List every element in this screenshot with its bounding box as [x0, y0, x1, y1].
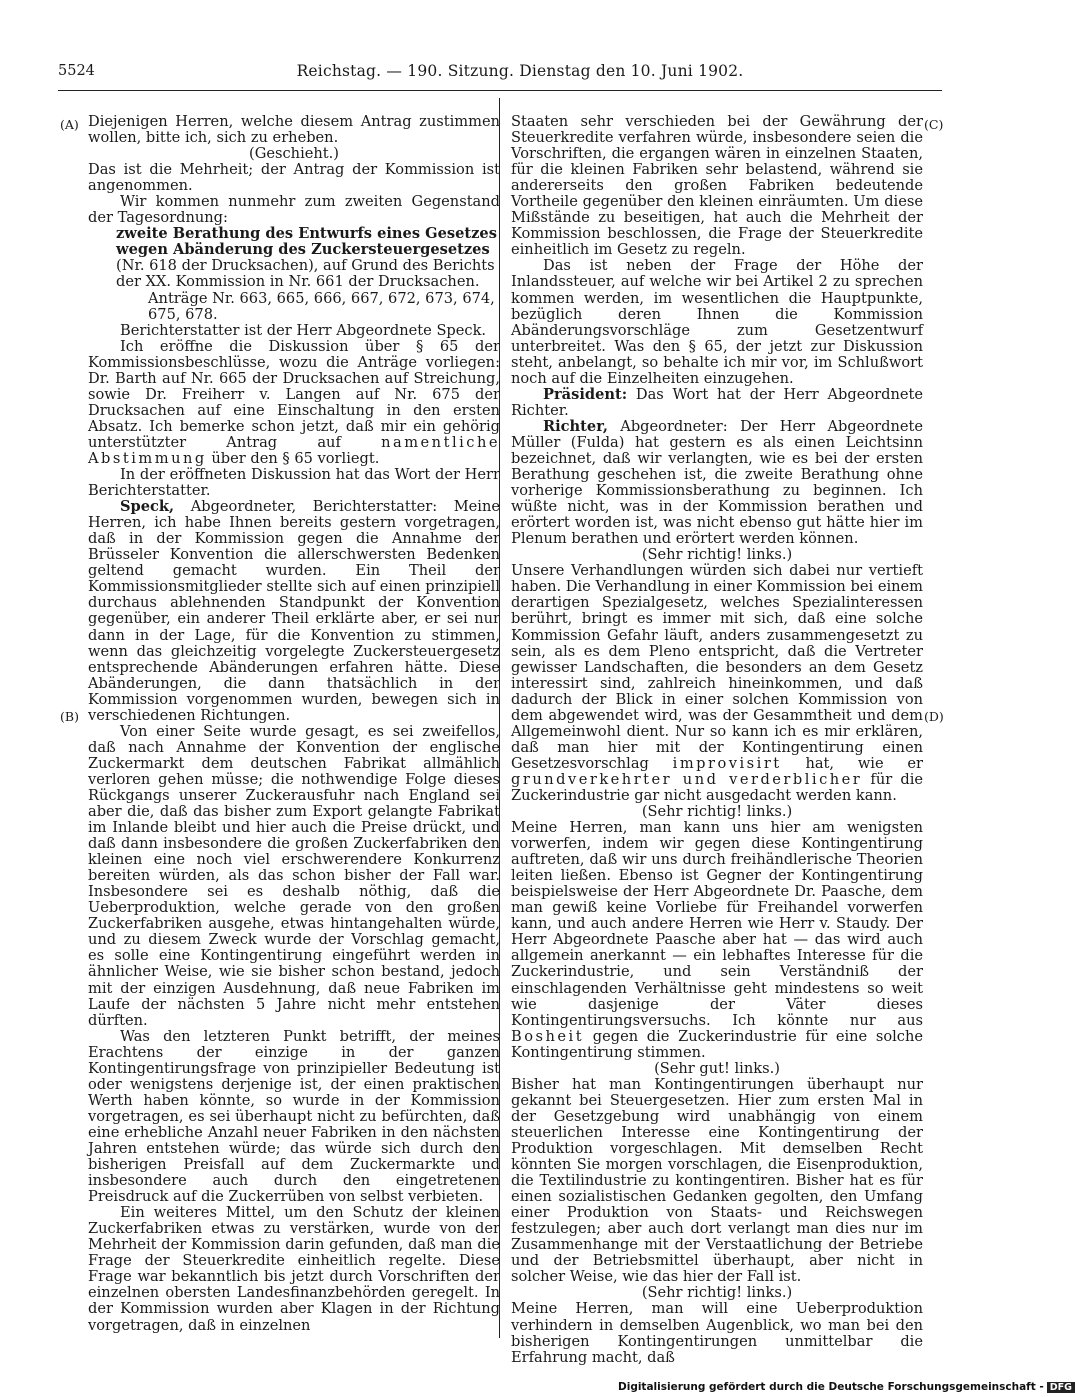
margin-marker-b: (B)	[60, 709, 79, 724]
page-header	[58, 60, 942, 86]
text: Ich eröffne die Diskussion über § 65 der Kommissionsbeschlüsse, wozu die Anträge vorliegen: Dr. Barth auf Nr. 665 der Drucksachen auf Streichung, sowie Dr. Freiherr v. Langen auf Nr. 675 der Drucksachen auf eine Einschaltung in den ersten Absatz. Ich bemerke schon jetzt, daß mir ein gehörig unterstützter Antrag auf	[88, 337, 500, 451]
paragraph: Wir kommen nunmehr zum zweiten Gegenstand der Tagesordnung:	[88, 193, 500, 227]
interjection: (Sehr gut! links.)	[654, 1059, 780, 1077]
text: für die Zuckerindustrie gar nicht ausgedacht werden kann.	[511, 770, 923, 804]
paragraph: Ein weiteres Mittel, um den Schutz der kleinen Zuckerfabriken etwas zu verstärken, wurde von der Mehrheit der Kommission darin gefunden, daß man die Frage der Steuerkredite einheitlich regelte. Diese Frage war bekanntlich bis jetzt durch Vorschriften der einzelnen obersten Landesfinanzbehörden geregelt. In der Kommission wurden aber Klagen in der Richtung vorgetragen, daß in einzelnen	[88, 1204, 500, 1334]
spaced-emphasis: Bosheit	[511, 1027, 585, 1045]
paragraph: Diejenigen Herren, welche diesem Antrag zustimmen wollen, bitte ich, sich zu erheben.	[88, 113, 500, 147]
paragraph	[511, 563, 923, 804]
page-number: 5524	[58, 63, 95, 79]
speaker-name: Präsident:	[543, 385, 628, 403]
text: Abgeordneter, Berichterstatter: Meine Herren, ich habe Ihnen bereits gestern vorgetragen, daß in der Kommission gegen die Annahme der Brüsseler Konvention die allerschwersten Bedenken geltend gemacht wurden. Ein Theil der Kommissionsmitglieder stellte sich auf einen prinzipiell durchaus ablehnenden Standpunkt der Konvention gegenüber, ein anderer Theil erklärte aber, er sei nur dann in der Lage, für die Konvention zu stimmen, wenn das gleichzeitig vorgelegte Zuckersteuergesetz entsprechende Abänderungen erfahren hätte. Diese Abänderungen, die dann thatsächlich in der Kommission vorgenommen wurden, bewegen sich in verschiedenen Richtungen.	[88, 498, 500, 724]
running-head: Reichstag. — 190. Sitzung. Dienstag den 10. Juni 1902.	[296, 62, 744, 80]
paragraph	[511, 820, 923, 1061]
paragraph: Das ist neben der Frage der Höhe der Inlandssteuer, auf welche wir bei Artikel 2 zu sprechen kommen werden, im wesentlichen die Hauptpunkte, bezüglich deren Ihnen die Kommission Abänderungsvorschläge zum Gesetzentwurf unterbreitet. Was den § 65, der jetzt zur Diskussion steht, anbelangt, so behalte ich mir vor, im Schlußwort noch auf die Einzelheiten einzugehen.	[511, 257, 923, 387]
paragraph: Was den letzteren Punkt betrifft, der meines Erachtens der einzige in der ganzen Kontingentirungsfrage von prinzipieller Bedeutung ist oder wenigstens derjenige ist, der einen praktischen Werth haben könnte, so wurde in der Kommission vorgetragen, es sei überhaupt nicht zu befürchten, daß eine erhebliche Anzahl neuer Fabriken in den nächsten Jahren entstehen würde; das würde sich durch den bisherigen Preisfall auf dem Zuckermarkte und insbesondere auch durch den eingetretenen Preisdruck auf die Zuckerrüben von selbst verbieten.	[88, 1027, 500, 1206]
paragraph	[511, 419, 923, 547]
paragraph: Das ist die Mehrheit; der Antrag der Kommission ist angenommen.	[88, 161, 500, 195]
speaker-name: Richter,	[543, 417, 608, 435]
margin-marker-a: (A)	[60, 117, 79, 132]
right-column	[511, 114, 923, 1366]
left-column	[88, 114, 500, 1334]
spaced-emphasis: improvisirt	[672, 754, 782, 772]
paragraph: Meine Herren, man will eine Ueberproduktion verhindern in demselben Augenblick, wo man bei den bisherigen Kontingentirungen unmittelbar die Erfahrung macht, daß	[511, 1300, 923, 1366]
dfg-logo: DFG	[1047, 1382, 1075, 1393]
text: gegen die Zuckerindustrie für eine solche Kontingentirung stimmen.	[511, 1027, 924, 1061]
agenda-item-reference: (Nr. 618 der Drucksachen), auf Grund des Berichts der XX. Kommission in Nr. 661 der Drucksachen.	[116, 257, 495, 291]
credit-text: Digitalisierung gefördert durch die Deutsche Forschungsgemeinschaft -	[618, 1381, 1044, 1393]
spaced-emphasis: grundverkehrter und verderblicher	[511, 770, 863, 788]
motions-list: Anträge Nr. 663, 665, 666, 667, 672, 673, 674, 675, 678.	[148, 289, 495, 323]
paragraph: In der eröffneten Diskussion hat das Wort der Herr Berichterstatter.	[88, 466, 500, 500]
text: Meine Herren, man kann uns hier am wenigsten vorwerfen, indem wir gegen diese Kontingentirung auftreten, daß wir uns durch freihändlerische Theorien leiten ließen. Ebenso ist Gegner der Kontingentirung beispielsweise der Herr Abgeordnete Dr. Paasche, dem man gewiß keine Vorliebe für Freihandel vorwerfen kann, und auch andere Herren wie Herr v. Staudy. Der Herr Abgeordnete Paasche aber hat — das wird auch allgemein anerkannt — ein lebhaftes Interesse für die Zuckerindustrie, und sein Verständniß der einschlagenden Verhältnisse geht mindestens so weit wie dasjenige der Väter dieses Kontingentirungsversuchs. Ich könnte nur aus	[511, 819, 923, 1029]
digitization-credit	[618, 1381, 1072, 1393]
margin-marker-d: (D)	[924, 709, 944, 724]
spaced-emphasis: namentliche Abstimmung	[88, 433, 500, 467]
interjection: (Sehr richtig! links.)	[641, 546, 793, 564]
paragraph	[511, 387, 923, 419]
interjection: (Sehr richtig! links.)	[641, 1284, 793, 1302]
margin-marker-c: (C)	[924, 117, 944, 132]
paragraph: Bisher hat man Kontingentirungen überhaupt nur gekannt bei Steuergesetzen. Hier zum ersten Mal in der Gesetzgebung wird unabhängig von einem steuerlichen Interesse eine Kontingentirung der Produktion vorgeschlagen. Mit demselben Recht könnten Sie morgen vorschlagen, die Eisenproduktion, die Textilindustrie zu kontingentiren. Bisher hat es für einen sozialistischen Gedanken gegolten, den Umfang einer Produktion von Staats- und Reichswegen festzulegen; aber auch dort verlangt man dies nur im Zusammenhange mit der Verstaatlichung der Betriebe und der Betriebsmittel überhaupt, aber nicht in solcher Weise, wie das hier der Fall ist.	[511, 1075, 923, 1286]
agenda-item-title: zweite Berathung des Entwurfs eines Gesetzes wegen Abänderung des Zuckersteuergesetzes	[116, 225, 497, 259]
text: über den § 65 vorliegt.	[211, 449, 380, 467]
text: Abgeordneter: Der Herr Abgeordnete Müller (Fulda) hat gestern es als einen Leichtsinn bezeichnet, daß wir verlangten, wie es bei der ersten Berathung geschehen ist, die zweite Berathung ohne vorherige Kommissionsberathung zu beginnen. Ich wüßte nicht, was in der Kommission berathen und erörtert worden ist, was nicht ebenso gut hätte hier im Plenum berathen und erörtert werden können.	[511, 417, 923, 548]
paragraph: Von einer Seite wurde gesagt, es sei zweifellos, daß nach Annahme der Konvention der englische Zuckermarkt dem deutschen Fabrikat allmählich verloren gehen müsse; die nothwendige Folge dieses Rückgangs unserer Zuckerausfuhr nach England sei aber die, daß das bisher zum Export gelangte Fabrikat im Inlande bleibt und hier auch die Preise drückt, und daß dann insbesondere die großen Zuckerfabriken den kleinen eine noch viel erschwerendere Konkurrenz bereiten würden, als das schon bisher der Fall war. Insbesondere sei es deshalb nöthig, daß die Ueberproduktion, welche gerade von den großen Zuckerfabriken ausgehe, etwas hintangehalten würde, und zu diesem Zweck wurde der Vorschlag gemacht, es solle eine Kontingentirung eingeführt werden in ähnlicher Weise, wie sie bisher schon bestand, jedoch mit der einzigen Ausdehnung, daß neue Fabriken im Laufe der nächsten 5 Jahre nicht mehr entstehen dürften.	[88, 722, 500, 1029]
text: Unsere Verhandlungen würden sich dabei nur vertieft haben. Die Verhandlung in einer Kommission bei einem derartigen Spezialgesetz, welches Spezialinteressen berührt, bringt es immer mit sich, daß eine solche Kommission Gefahr läuft, anders zusammengesetzt zu sein, als es dem Pleno entspricht, daß die Vertreter gewisser Landschaften, die besonders an dem Gesetz interessirt sind, zahlreich hineinkommen, und daß dadurch der Blick in einer solchen Kommission von dem abgewendet wird, was der Gesammtheit und dem Allgemeinwohl dient. Nur so kann ich es mir erklären, daß man hier mit der Kontingentirung einen Gesetzesvorschlag	[511, 562, 923, 772]
speaker-name: Speck,	[120, 498, 175, 516]
paragraph: Berichterstatter ist der Herr Abgeordnete Speck.	[120, 321, 487, 339]
paragraph: Staaten sehr verschieden bei der Gewährung der Steuerkredite verfahren würde, insbesondere seien die Vorschriften, die ergangen wären in einzelnen Staaten, für die kleinen Fabriken sehr belastend, während sie andererseits den großen Fabriken bedeutende Vortheile gegenüber den kleinen einräumten. Um diese Mißstände zu beseitigen, hat auch die Mehrheit der Kommission beschlossen, die Frage der Steuerkredite einheitlich im Gesetz zu regeln.	[511, 113, 923, 259]
header-rule	[58, 90, 942, 91]
interjection: (Sehr richtig! links.)	[641, 803, 793, 821]
paragraph	[88, 339, 500, 467]
paragraph	[88, 499, 500, 724]
text: Das Wort hat der Herr Abgeordnete Richter.	[511, 385, 923, 419]
text: hat, wie er	[805, 754, 923, 772]
interjection: (Geschieht.)	[249, 145, 339, 163]
